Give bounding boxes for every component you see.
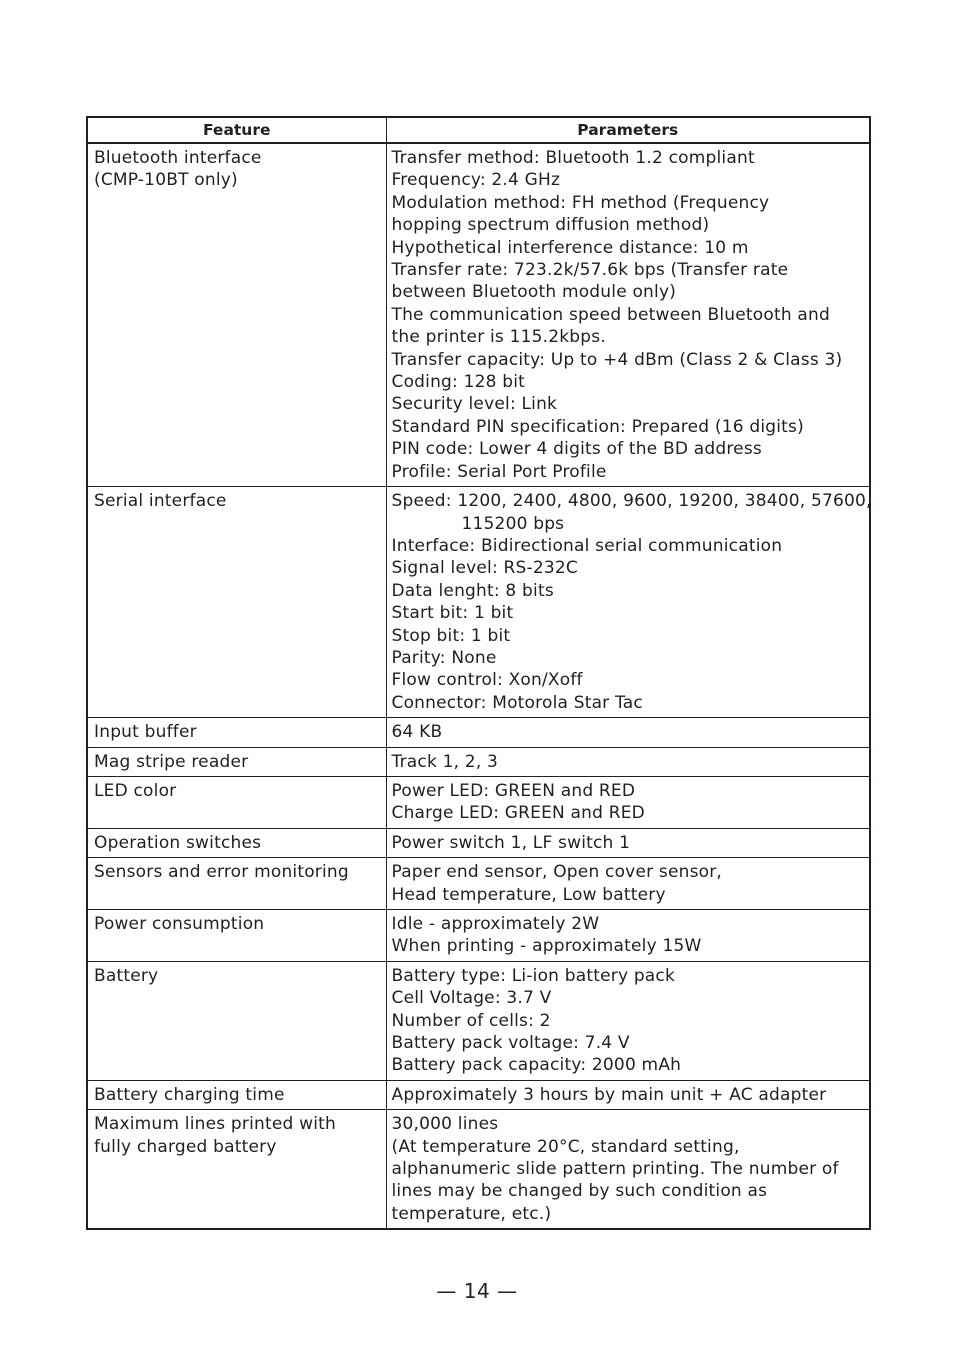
parameter-line: Power switch 1, LF switch 1 [391,832,631,853]
feature-column-header: Feature [87,117,386,143]
parameter-line: Data lenght: 8 bits [391,580,554,601]
parameters-cell [386,718,870,747]
table-row [87,858,870,910]
parameters-cell [386,487,870,718]
table-header-row [87,117,870,143]
parameter-line: lines may be changed by such condition as [391,1181,768,1202]
feature-cell [87,487,386,718]
table-row [87,747,870,776]
table-row [87,1080,870,1109]
table-row [87,487,870,718]
parameter-line: Battery pack voltage: 7.4 V [391,1033,630,1054]
parameter-line: Parity: None [391,647,497,668]
specifications-table [86,116,871,1230]
parameters-cell [386,747,870,776]
parameter-line: Coding: 128 bit [391,372,526,393]
parameters-cell [386,1110,870,1230]
feature-text: Operation switches [94,832,262,853]
feature-cell [87,718,386,747]
feature-text: Maximum lines printed with [94,1114,336,1135]
feature-cell [87,143,386,487]
feature-text: Serial interface [94,491,227,512]
feature-cell [87,776,386,828]
parameters-cell [386,961,870,1080]
feature-text: Battery charging time [94,1084,285,1105]
parameter-line: Profile: Serial Port Profile [391,461,607,482]
parameter-line: (At temperature 20°C, standard setting, [391,1136,740,1157]
feature-text: fully charged battery [94,1136,277,1157]
parameter-line: 115200 bps [461,513,565,534]
feature-text: LED color [94,780,177,801]
parameters-cell [386,776,870,828]
parameter-line: Hypothetical interference distance: 10 m [391,237,749,258]
table-row [87,143,870,487]
parameter-line: the printer is 115.2kbps. [391,327,606,348]
parameter-line: Idle - approximately 2W [391,914,600,934]
parameters-cell [386,858,870,910]
parameter-line: Power LED: GREEN and RED [391,780,636,801]
feature-cell [87,1080,386,1109]
parameter-line: alphanumeric slide pattern printing. The number of [391,1159,839,1180]
parameter-line: Flow control: Xon/Xoff [391,670,583,691]
feature-text: (CMP-10BT only) [94,170,238,191]
parameter-line: Approximately 3 hours by main unit + AC adapter [391,1084,827,1105]
parameter-line: Security level: Link [391,394,558,415]
parameter-line: Modulation method: FH method (Frequency [391,192,770,213]
parameters-column-header: Parameters [386,117,870,143]
table-row [87,718,870,747]
feature-text: Mag stripe reader [94,751,249,772]
parameter-line: Speed: 1200, 2400, 4800, 9600, 19200, 38400, 57600, [391,491,872,512]
table-row [87,961,870,1080]
parameter-line: Signal level: RS-232C [391,558,578,579]
parameter-line: Cell Voltage: 3.7 V [391,988,552,1009]
parameter-line: between Bluetooth module only) [391,282,677,303]
feature-text: Bluetooth interface [94,148,262,168]
parameters-cell [386,910,870,962]
parameter-line: Interface: Bidirectional serial communication [391,535,783,556]
parameter-line: 64 KB [391,722,443,743]
parameter-line: Track 1, 2, 3 [391,751,499,772]
feature-cell [87,747,386,776]
table-row [87,776,870,828]
feature-text: Power consumption [94,914,265,934]
feature-cell [87,828,386,857]
parameter-line: The communication speed between Bluetooth and [391,304,830,325]
feature-cell [87,961,386,1080]
table-row [87,828,870,857]
parameter-line: Transfer rate: 723.2k/57.6k bps (Transfer rate [391,260,789,281]
page-number: — 14 — [436,1279,518,1303]
feature-text: Input buffer [94,722,197,743]
parameter-line: 30,000 lines [391,1114,499,1135]
parameter-line: Standard PIN specification: Prepared (16 digits) [391,416,804,437]
parameter-line: hopping spectrum diffusion method) [391,215,710,236]
parameters-cell [386,143,870,487]
parameter-line: Frequency: 2.4 GHz [391,170,561,191]
parameter-line: Start bit: 1 bit [391,603,514,624]
parameter-line: Connector: Motorola Star Tac [391,692,643,713]
parameters-cell [386,1080,870,1109]
feature-text: Battery [94,965,159,986]
parameter-line: Stop bit: 1 bit [391,625,511,646]
table-row [87,1110,870,1230]
parameter-line: temperature, etc.) [391,1203,552,1224]
parameter-line: Number of cells: 2 [391,1010,551,1031]
parameter-line: Head temperature, Low battery [391,884,666,905]
parameter-line: Paper end sensor, Open cover sensor, [391,862,723,883]
feature-cell [87,1110,386,1230]
parameter-line: Battery type: Li-ion battery pack [391,965,676,986]
feature-cell [87,910,386,962]
feature-text: Sensors and error monitoring [94,862,349,883]
table-row [87,910,870,962]
parameter-line: Transfer capacity: Up to +4 dBm (Class 2 & Class 3) [391,349,843,370]
parameter-line: Charge LED: GREEN and RED [391,803,645,824]
parameter-line: Battery pack capacity: 2000 mAh [391,1055,682,1076]
parameters-cell [386,828,870,857]
feature-cell [87,858,386,910]
parameter-line: When printing - approximately 15W [391,936,702,957]
parameter-line: PIN code: Lower 4 digits of the BD address [391,439,762,460]
parameter-line: Transfer method: Bluetooth 1.2 compliant [391,148,755,168]
